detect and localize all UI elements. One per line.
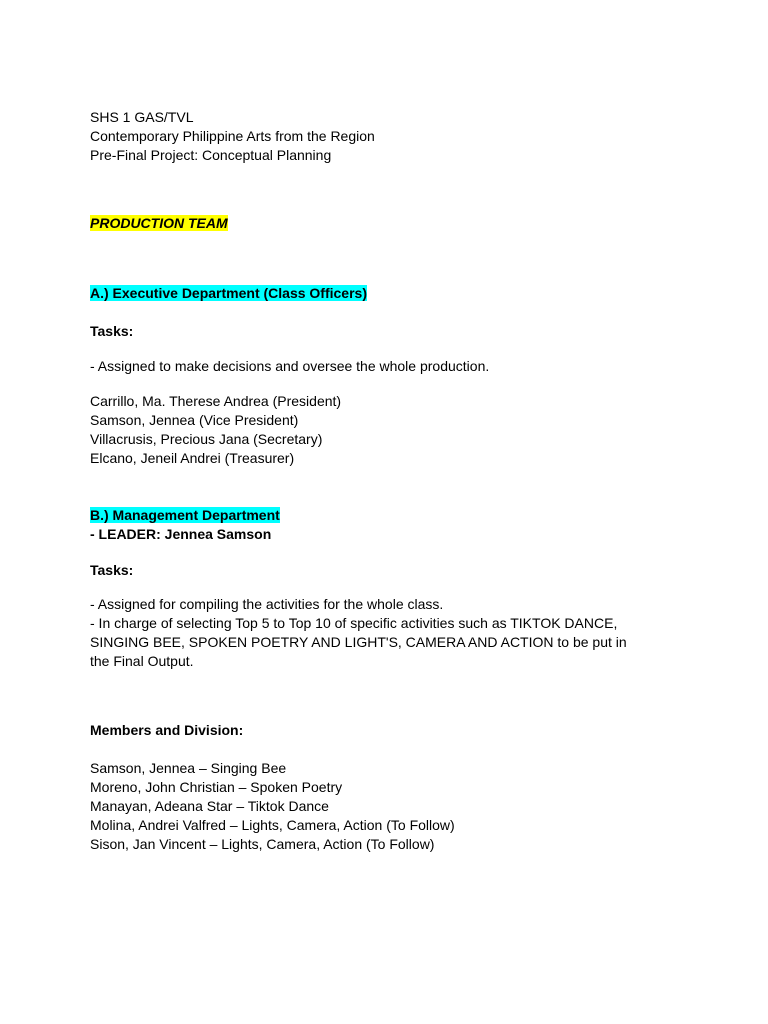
management-task-2-line-1: - In charge of selecting Top 5 to Top 10 of specific activities such as TIKTOK DANCE, bbox=[90, 615, 618, 631]
executive-department-heading bbox=[90, 284, 367, 303]
management-member: Manayan, Adeana Star – Tiktok Dance bbox=[90, 798, 329, 814]
executive-member: Samson, Jennea (Vice President) bbox=[90, 412, 299, 428]
header-line-2: Contemporary Philippine Arts from the Region bbox=[90, 128, 375, 144]
management-task-2-line-2: SINGING BEE, SPOKEN POETRY AND LIGHT'S, CAMERA AND ACTION to be put in bbox=[90, 634, 627, 650]
production-team-highlight: PRODUCTION TEAM bbox=[90, 215, 228, 231]
management-task-1: - Assigned for compiling the activities for the whole class. bbox=[90, 596, 444, 612]
header-line-3: Pre-Final Project: Conceptual Planning bbox=[90, 147, 332, 163]
executive-member: Carrillo, Ma. Therese Andrea (President) bbox=[90, 393, 342, 409]
management-department-heading bbox=[90, 506, 280, 525]
management-department-highlight: B.) Management Department bbox=[90, 507, 280, 523]
management-member: Samson, Jennea – Singing Bee bbox=[90, 760, 287, 776]
management-leader: - LEADER: Jennea Samson bbox=[90, 526, 272, 542]
management-member: Sison, Jan Vincent – Lights, Camera, Action (To Follow) bbox=[90, 836, 435, 852]
executive-department-highlight: A.) Executive Department (Class Officers) bbox=[90, 285, 367, 301]
management-tasks-label: Tasks: bbox=[90, 562, 134, 578]
header-line-1: SHS 1 GAS/TVL bbox=[90, 109, 194, 125]
executive-member: Elcano, Jeneil Andrei (Treasurer) bbox=[90, 450, 295, 466]
production-team-heading bbox=[90, 214, 228, 233]
management-member: Moreno, John Christian – Spoken Poetry bbox=[90, 779, 343, 795]
management-task-2-line-3: the Final Output. bbox=[90, 653, 194, 669]
executive-tasks-label: Tasks: bbox=[90, 323, 134, 339]
executive-member: Villacrusis, Precious Jana (Secretary) bbox=[90, 431, 323, 447]
executive-task-1: - Assigned to make decisions and oversee the whole production. bbox=[90, 358, 490, 374]
members-division-label: Members and Division: bbox=[90, 722, 244, 738]
management-member: Molina, Andrei Valfred – Lights, Camera, Action (To Follow) bbox=[90, 817, 455, 833]
